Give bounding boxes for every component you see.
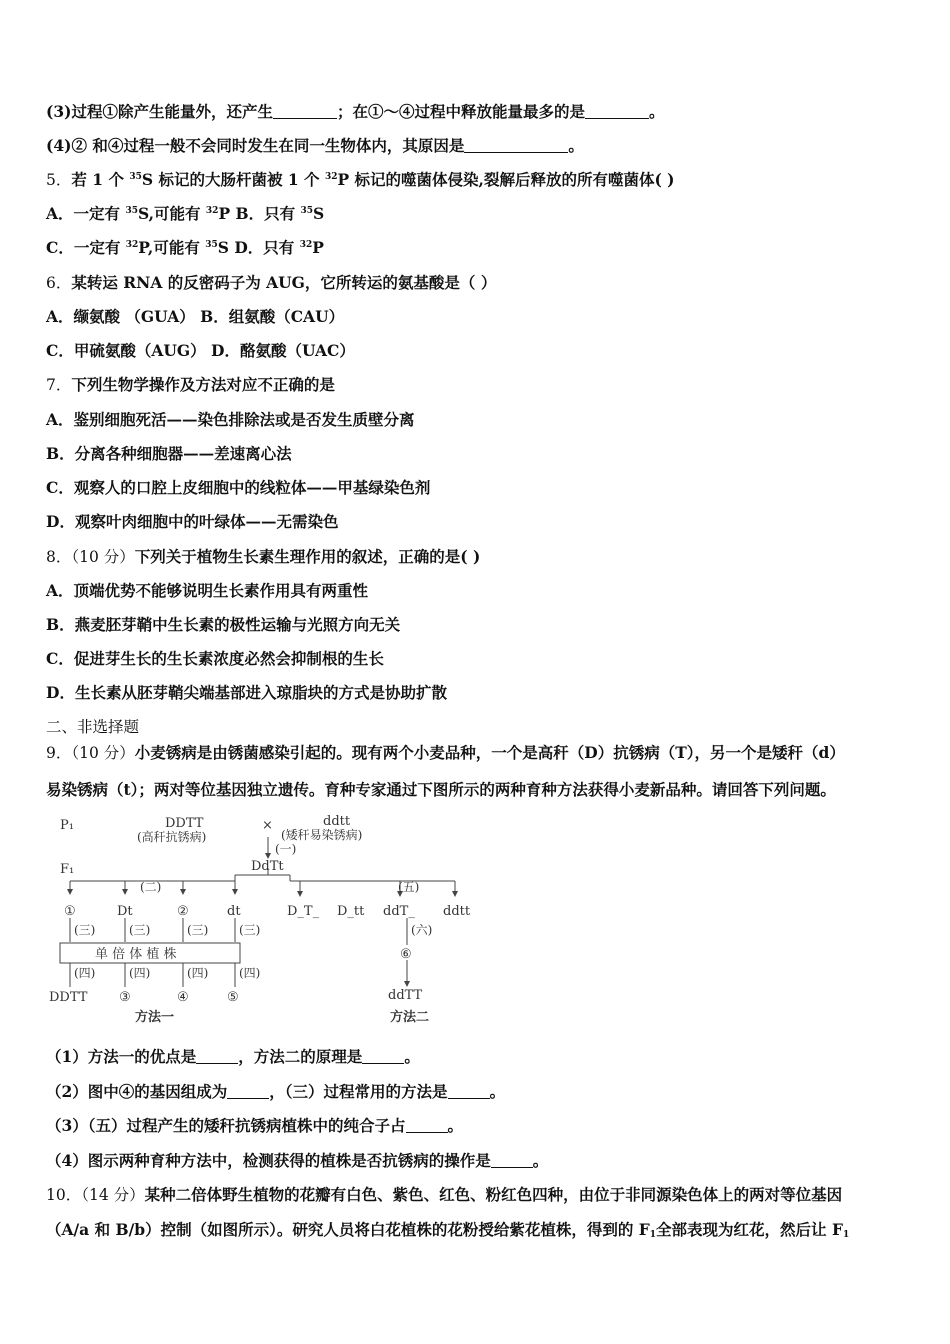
gamete: dt — [227, 904, 241, 919]
q7-text: 下列生物学操作及方法对应不正确的是 — [71, 375, 335, 394]
question-number: 8．（10 分） — [46, 548, 135, 566]
label-f1: F₁ — [60, 862, 75, 877]
q8-option-a: A．顶端优势不能够说明生长素作用具有两重性 — [46, 581, 369, 600]
superscript: 32 — [324, 172, 338, 182]
option-b: P B．只有 — [218, 204, 301, 223]
q9-sub3 — [46, 1116, 463, 1136]
superscript: 32 — [205, 206, 219, 216]
q4-sub4 — [46, 136, 584, 156]
superscript: 35 — [300, 206, 314, 216]
gamete: Dt — [117, 904, 133, 919]
q7-option-c: C．观察人的口腔上皮细胞中的线粒体——甲基绿染色剂 — [46, 478, 431, 497]
step-label: (四) — [187, 966, 209, 980]
q10-stem-1 — [46, 1185, 842, 1205]
q6-stem — [46, 273, 496, 293]
section-heading: 二、非选择题 — [46, 718, 140, 736]
arrow-head — [297, 891, 303, 897]
q9-sub1-text: ，方法二的原理是 — [238, 1047, 363, 1066]
q9-stem-2: 易染锈病（t）；两对等位基因独立遗传。育种专家通过下图所示的两种育种方法获得小麦新品种。请回答下列问题。 — [46, 780, 836, 799]
step-label: (三) — [187, 923, 209, 937]
answer-blank[interactable] — [464, 138, 568, 153]
haploid-label: 单 倍 体 植 株 — [95, 947, 177, 962]
method-2-label: 方法二 — [390, 1010, 430, 1025]
superscript: 35 — [129, 172, 142, 182]
arrow-head — [404, 981, 410, 987]
option-d: S D．只有 — [217, 238, 300, 257]
answer-blank[interactable] — [585, 104, 649, 119]
f2-genotype: ddtt — [443, 904, 471, 919]
question-number: 9．（10 分） — [46, 744, 135, 762]
step-label: (六) — [411, 923, 433, 937]
parent2-genotype: ddtt — [323, 814, 351, 829]
question-number: 5． — [46, 171, 72, 189]
option-a: S,可能有 — [137, 204, 206, 223]
q4-sub3-text-b: ；在①～④过程中释放能量最多的是 — [336, 102, 585, 121]
f2-genotype: ddT_ — [383, 904, 415, 919]
q8-option-d: D．生长素从胚芽鞘尖端基部进入琼脂块的方式是协助扩散 — [46, 683, 447, 702]
q9-sub2 — [46, 1082, 505, 1102]
cross-symbol: × — [262, 818, 273, 833]
answer-blank[interactable] — [273, 104, 337, 119]
q7-stem — [46, 375, 335, 395]
q5-options-cd — [46, 238, 324, 258]
breeding-diagram — [49, 814, 495, 1030]
step-label: (三) — [239, 923, 261, 937]
question-number: 10．（14 分） — [46, 1186, 145, 1204]
q4-sub4-text-b: 。 — [568, 136, 584, 155]
superscript: 32 — [299, 240, 313, 250]
q5-options-ab — [46, 204, 324, 224]
answer-blank[interactable] — [362, 1049, 404, 1064]
q9-sub3-text: （3）（五）过程产生的矮秆抗锈病植株中的纯合子占 — [46, 1116, 406, 1135]
step-label: (一) — [275, 842, 297, 856]
step-label: (三) — [129, 923, 151, 937]
f2-genotype: D_T_ — [287, 904, 320, 919]
arrow-head — [232, 889, 238, 895]
superscript: 35 — [125, 206, 138, 216]
superscript: 35 — [205, 240, 218, 250]
gamete: ② — [177, 904, 189, 919]
q5-text: P 标记的噬菌体侵染,裂解后释放的所有噬菌体( ) — [337, 170, 675, 189]
parent2-description: (矮秆易染锈病) — [281, 828, 363, 842]
q9-sub2-text: 。 — [489, 1082, 506, 1101]
step-label: (四) — [74, 966, 96, 980]
q8-text: 下列关于植物生长素生理作用的叙述，正确的是( ) — [134, 547, 481, 566]
q8-stem — [46, 547, 480, 567]
q10-stem-2 — [46, 1220, 849, 1240]
question-number: 7． — [46, 376, 72, 394]
parent1-description: (高秆抗锈病) — [137, 830, 207, 844]
arrow-head — [122, 889, 128, 895]
answer-blank[interactable] — [406, 1118, 448, 1133]
superscript: 32 — [125, 240, 139, 250]
q9-sub1 — [46, 1047, 420, 1067]
subscript: 1 — [842, 1230, 850, 1240]
label-p1: P₁ — [60, 818, 74, 833]
q5-stem — [46, 170, 675, 190]
answer-blank[interactable] — [227, 1084, 269, 1099]
q10-text: （A/a 和 B/b）控制（如图所示）。研究人员将白花植株的花粉授给紫花植株，得到的 F — [46, 1220, 650, 1239]
q4-sub4-text-a: (4)② 和④过程一般不会同时发生在同一生物体内，其原因是 — [46, 136, 465, 155]
q9-sub2-text: ，（三）过程常用的方法是 — [269, 1082, 448, 1101]
q9-sub4 — [46, 1151, 548, 1171]
parent1-genotype: DDTT — [165, 816, 204, 831]
option-b: S — [313, 204, 325, 223]
q9-stem-1 — [46, 743, 845, 763]
q4-sub3-text-a: (3)过程①除产生能量外，还产生 — [46, 102, 273, 121]
question-number: 6． — [46, 274, 72, 292]
step-label: (四) — [129, 966, 151, 980]
result-marker: ④ — [177, 990, 189, 1005]
option-c: C．一定有 — [46, 238, 126, 257]
answer-blank[interactable] — [491, 1153, 533, 1168]
q5-text: 若 1 个 — [71, 170, 130, 189]
q5-text: S 标记的大肠杆菌被 1 个 — [141, 170, 325, 189]
q4-sub3 — [46, 102, 665, 122]
step-label: (五) — [398, 880, 420, 894]
q9-sub1-text: （1）方法一的优点是 — [46, 1047, 197, 1066]
answer-blank[interactable] — [448, 1084, 490, 1099]
option-d: P — [312, 238, 324, 257]
q8-option-b: B．燕麦胚芽鞘中生长素的极性运输与光照方向无关 — [46, 615, 401, 634]
f1-genotype: DdTt — [251, 859, 284, 874]
option-a: A．一定有 — [46, 204, 126, 223]
step-label: (三) — [74, 923, 96, 937]
q4-sub3-text-c: 。 — [648, 102, 665, 121]
step-label: (二) — [140, 880, 162, 894]
arrow-head — [67, 889, 73, 895]
answer-blank[interactable] — [196, 1049, 238, 1064]
q7-option-a: A．鉴别细胞死活——染色排除法或是否发生质壁分离 — [46, 410, 415, 429]
q6-options-ab: A．缬氨酸 （GUA） B．组氨酸（CAU） — [46, 307, 345, 326]
result-genotype: ddTT — [388, 988, 423, 1003]
q10-text: 全部表现为红花，然后让 F — [656, 1220, 843, 1239]
result-marker: ⑤ — [227, 990, 239, 1005]
f2-genotype: D_tt — [337, 904, 365, 919]
q10-text: 某种二倍体野生植物的花瓣有白色、紫色、红色、粉红色四种，由位于非同源染色体上的两对等位基因 — [144, 1185, 843, 1204]
subscript: 1 — [649, 1230, 657, 1240]
q9-sub3-text: 。 — [447, 1116, 464, 1135]
step-label: (四) — [239, 966, 261, 980]
marker-6: ⑥ — [400, 947, 412, 962]
q7-option-d: D．观察叶肉细胞中的叶绿体——无需染色 — [46, 512, 339, 531]
q9-sub4-text: （4）图示两种育种方法中，检测获得的植株是否抗锈病的操作是 — [46, 1151, 491, 1170]
q8-option-c: C．促进芽生长的生长素浓度必然会抑制根的生长 — [46, 649, 384, 668]
arrow-head — [180, 889, 186, 895]
option-c: P,可能有 — [138, 238, 206, 257]
method-1-label: 方法一 — [135, 1010, 175, 1025]
q9-text: 小麦锈病是由锈菌感染引起的。现有两个小麦品种，一个是高秆（D）抗锈病（T），另一个是矮秆（d） — [134, 743, 845, 762]
q9-sub2-text: （2）图中④的基因组成为 — [46, 1082, 228, 1101]
result-marker: ③ — [119, 990, 131, 1005]
q9-sub4-text: 。 — [532, 1151, 549, 1170]
q7-option-b: B．分离各种细胞器——差速离心法 — [46, 444, 292, 463]
arrow-head — [452, 891, 458, 897]
q6-text: 某转运 RNA 的反密码子为 AUG，它所转运的氨基酸是（ ） — [71, 273, 497, 292]
result-genotype: DDTT — [49, 990, 88, 1005]
q6-options-cd: C．甲硫氨酸（AUG） D．酪氨酸（UAC） — [46, 341, 355, 360]
q9-sub1-text: 。 — [404, 1047, 420, 1066]
gamete: ① — [64, 904, 76, 919]
